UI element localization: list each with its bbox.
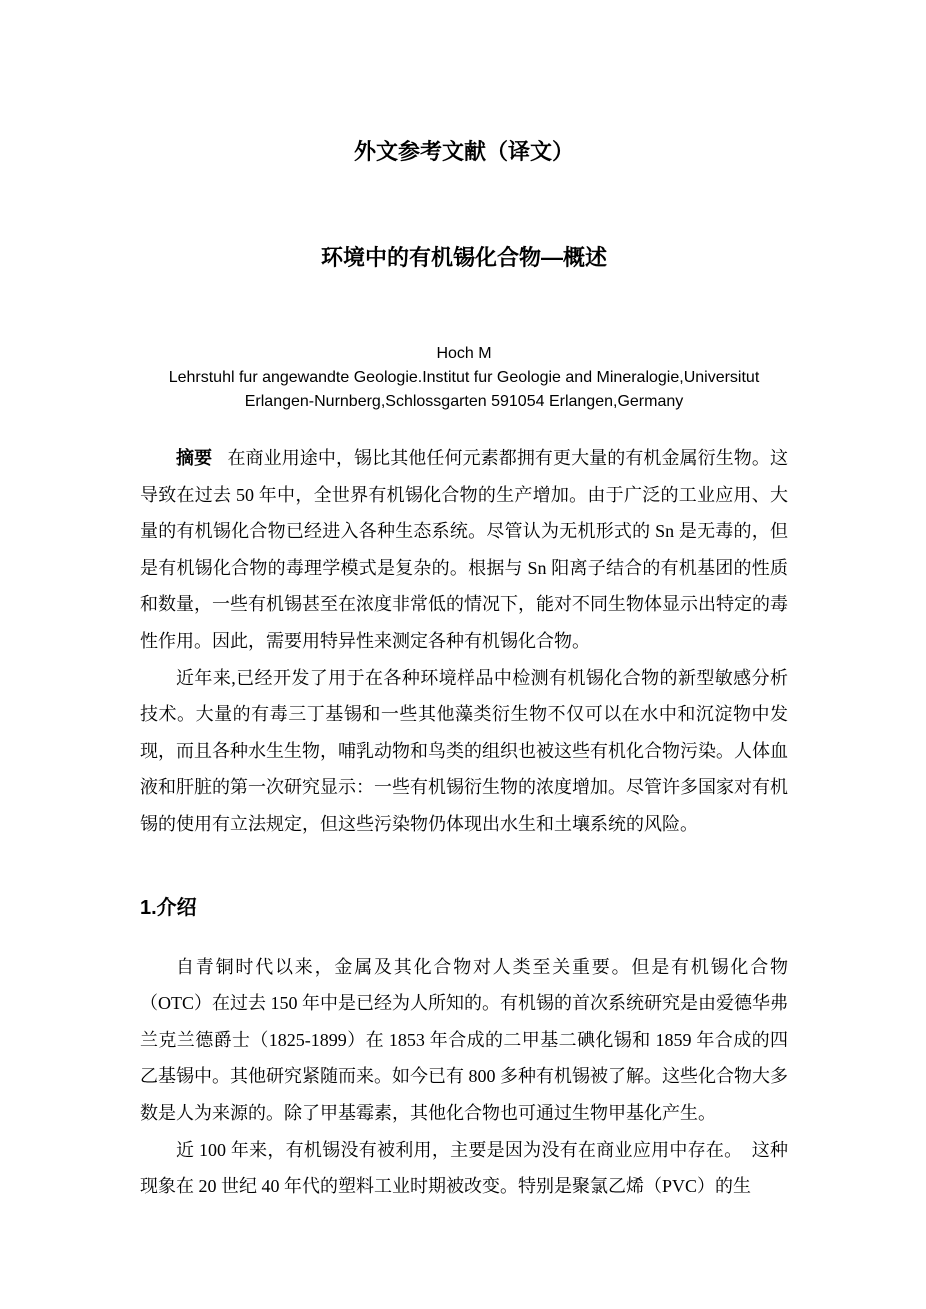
author-name: Hoch M bbox=[436, 345, 492, 362]
section-1-paragraph-1: 自青铜时代以来，金属及其化合物对人类至关重要。但是有机锡化合物（OTC）在过去 150 年中是已经为人所知的。有机锡的首次系统研究是由爱德华弗兰克兰德爵士（1825-1899）在 1853 年合成的二甲基二碘化锡和 1859 年合成的四乙基锡中。其他研究紧随而来。如今已有 800 多种有机锡被了解。这些化合物大多数是人为来源的。除了甲基霉素，其他化合物也可通过生物甲基化产生。 bbox=[140, 956, 788, 1123]
intro-paragraph-2: 近年来,已经开发了用于在各种环境样品中检测有机锡化合物的新型敏感分析技术。大量的有毒三丁基锡和一些其他藻类衍生物不仅可以在水中和沉淀物中发现，而且各种水生生物，哺乳动物和鸟类的组织也被这些有机化合物污染。人体血液和肝脏的第一次研究显示：一些有机锡衍生物的浓度增加。尽管许多国家对有机锡的使用有立法规定，但这些污染物仍体现出水生和土壤系统的风险。 bbox=[140, 667, 788, 834]
document-header-title: 外文参考文献（译文） bbox=[353, 139, 574, 164]
affiliation-line-1: Lehrstuhl fur angewandte Geologie.Institut fur Geologie and Mineralogie,Universitut bbox=[168, 369, 760, 386]
section-1-paragraph-2: 近 100 年来，有机锡没有被利用，主要是因为没有在商业应用中存在。 这种现象在 20 世纪 40 年代的塑料工业时期被改变。特别是聚氯乙烯（PVC）的生 bbox=[140, 1139, 788, 1197]
author-block bbox=[140, 342, 788, 414]
section-heading-introduction: 1.介绍 bbox=[140, 896, 197, 919]
paper-title: 环境中的有机锡化合物—概述 bbox=[320, 245, 607, 270]
abstract-label: 摘要 bbox=[176, 448, 213, 468]
abstract-paragraph bbox=[140, 440, 788, 660]
abstract-text: 在商业用途中，锡比其他任何元素都拥有更大量的有机金属衍生物。这导致在过去 50 年中，全世界有机锡化合物的生产增加。由于广泛的工业应用、大量的有机锡化合物已经进入各种生态系统。尽管认为无机形式的 Sn 是无毒的，但是有机锡化合物的毒理学模式是复杂的。根据与 Sn 阳离子结合的有机基团的性质和数量，一些有机锡甚至在浓度非常低的情况下，能对不同生物体显示出特定的毒性作用。因此，需要用特异性来测定各种有机锡化合物。 bbox=[140, 448, 788, 651]
affiliation-line-2: Erlangen-Nurnberg,Schlossgarten 591054 Erlangen,Germany bbox=[244, 393, 684, 410]
